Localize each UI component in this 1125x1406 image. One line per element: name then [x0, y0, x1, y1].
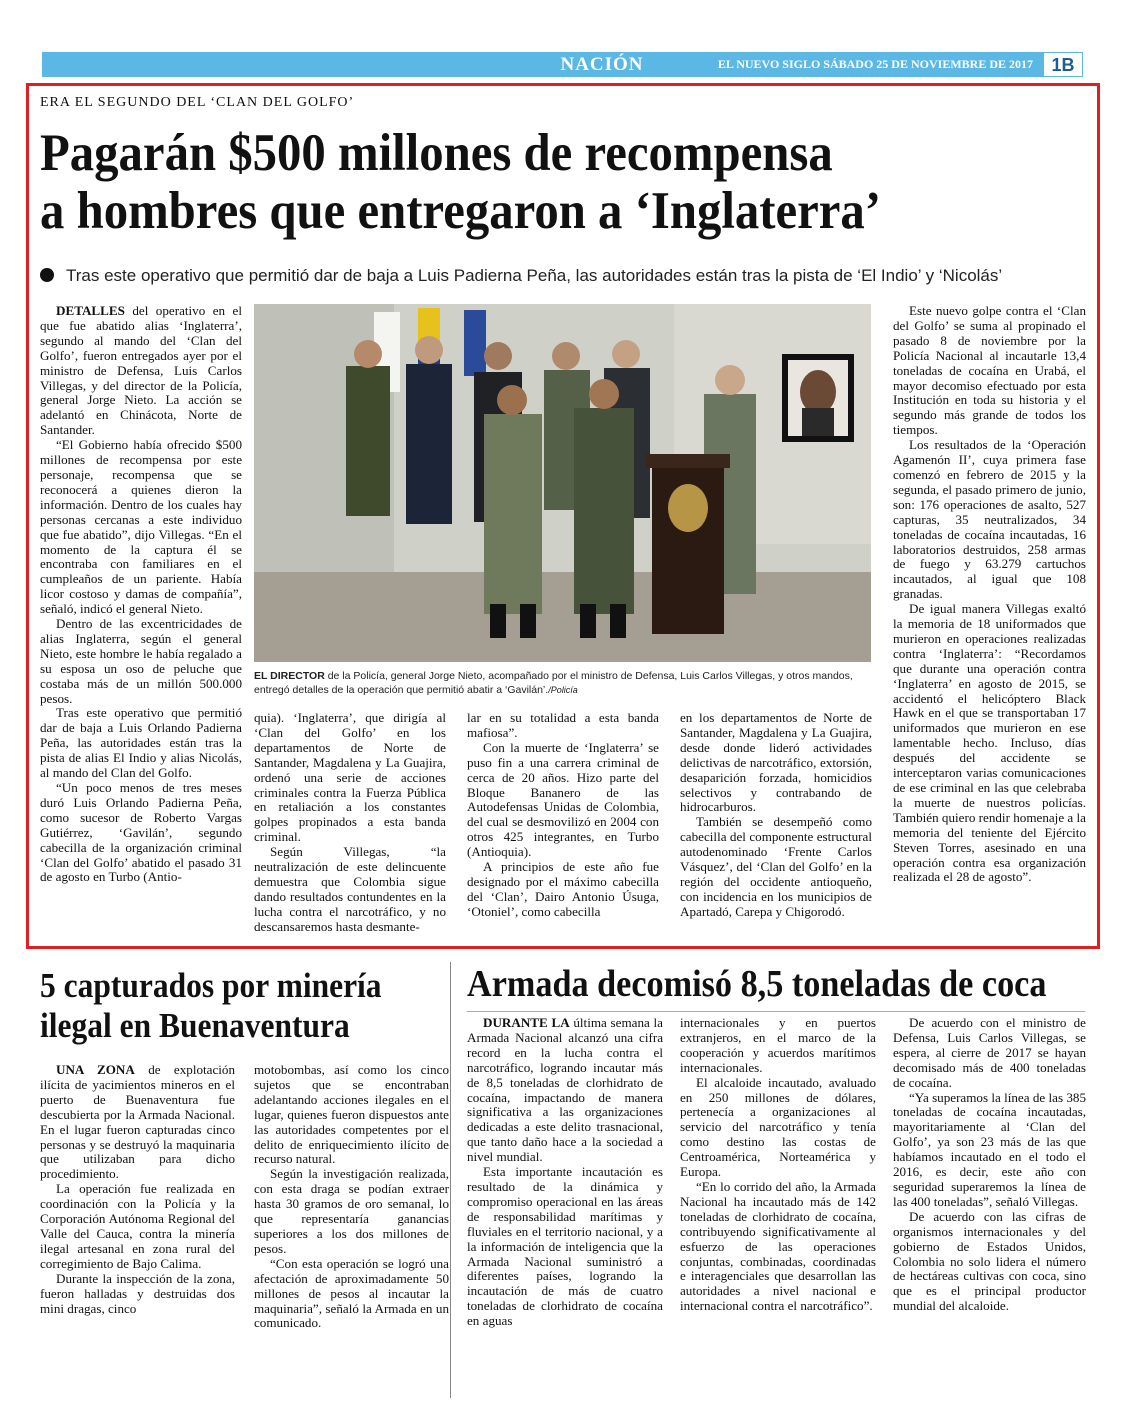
lead-col5-p1: Este nuevo golpe contra el ‘Clan del Golfo’ se suma al propinado el pasado 8 de noviembre por la Policía Nacional al incautarle 13,4 toneladas de cocaína en Urabá, el mayor decomiso efectuado por esta Institución en toda su historia y el segundo más grande de todos los tiempos. [893, 303, 1086, 438]
story3-rule [467, 1011, 1085, 1012]
lead-col1-p1: del operativo en el que fue abatido alias ‘Inglaterra’, segundo al mando del ‘Clan del Golfo’, fueron entregados ayer por el ministro de Defensa, Luis Carlos Villegas, y del director de la Policía, general Jorge Nieto. La acción se adelantó en Chinácota, Norte de Santander. [40, 303, 242, 438]
lead-col2-p1: quia). ‘Inglaterra’, que dirigía al ‘Clan del Golfo’ en los departamentos de Norte de Santander, Magdalena y La Guajira, ordenó una serie de acciones criminales contra la Fuerza Pública en retaliación a los constantes golpes propinados a esta banda criminal. [254, 710, 446, 845]
story3-col3-p1: De acuerdo con el ministro de Defensa, Luis Carlos Villegas, se espera, al cierre de 2017 se hayan decomisado más de 400 toneladas de cocaína. [893, 1015, 1086, 1090]
story2-headline-line-1: 5 capturados por minería [40, 966, 382, 1005]
story3-col2-p2: El alcaloide incautado, avaluado en 250 millones de dólares, pertenecía a organizaciones al servicio del narcotráfico y tenía como destino las costas de Centroamérica, Norteamérica y Europa. [680, 1074, 876, 1180]
story2-headline [40, 966, 418, 1046]
lead-col1-p4: Tras este operativo que permitió dar de baja a Luis Orlando Padierna Peña, las autoridades están tras la pista de alias El Indio y alias Nicolás, al mando del Clan del Golfo. [40, 705, 242, 781]
lead-column-3 [467, 711, 659, 920]
page-number: 1B [1043, 52, 1083, 77]
lead-column-4 [680, 711, 872, 920]
story3-column-3 [893, 1016, 1086, 1314]
lead-column-1 [40, 304, 242, 885]
lead-subhead [40, 266, 1002, 286]
story3-col2-p1: internacionales y en puertos extranjeros, en el marco de la cooperación y acuerdos marítimos internacionales. [680, 1015, 876, 1075]
story3-col1-p2: Esta importante incautación es resultado de la dinámica y compromiso operacional en las áreas de responsabilidad marítimas y fluviales en el territorio nacional, y a la información de inteligencia que la Armada Nacional suministró a diferentes países, logrando la incautación de más de cuatro toneladas de clorhidrato de cocaína en aguas [467, 1164, 663, 1329]
story2-col1-p1: de explotación ilícita de yacimientos mineros en el puerto de Buenaventura fue descubierta por la Armada Nacional. En el lugar fueron capturadas cinco personas y se destruyó la maquinaria que utilizaban para dicho procedimiento. [40, 1062, 235, 1182]
lead-col1-p2: “El Gobierno había ofrecido $500 millones de recompensa por este personaje, recompensa que se reconocerá a quienes dieron la información. Dentro de los cuales hay personas cercanas a este individuo que fue abatido”, dijo Villegas. “En el momento de la captura él se encontraba con familiares en el cumpleaños de un pariente. Había licor costoso y damas de compañía”, señaló, indicó el general Nieto. [40, 437, 242, 617]
lead-column-5 [893, 304, 1086, 885]
story3-headline: Armada decomisó 8,5 toneladas de coca [467, 963, 1047, 1005]
lead-col5-p3: De igual manera Villegas exaltó la memoria de 18 uniformados que murieron en operaciones realizadas contra ‘Inglaterra’: “Recordamos que durante una operación contra ‘Inglaterra’ en agosto de 2015, se accidentó el helicóptero Black Hawk en el que se transportaban 17 uniformados que murieron en ese lamentable hecho. Incluso, días después del accidente se interceptaron varias comunicaciones de ese criminal en las que celebraba la muerte de nuestros policías. También quiero rendir homenaje a la memoria del teniente del Ejército Steven Torres, asesinado en una operación contra esa organización realizada el 28 de agosto”. [893, 601, 1086, 885]
press-conference-photo [254, 304, 871, 662]
lead-subhead-text: Tras este operativo que permitió dar de baja a Luis Padierna Peña, las autoridades están tras la pista de ‘El Indio’ y ‘Nicolás’ [66, 266, 1003, 285]
bullet-icon [40, 268, 54, 282]
story2-col1-p2: La operación fue realizada en coordinación con la Policía y la Corporación Autónoma Regional del Valle del Cauca, contra la minería ilegal artesanal en zona rural del corregimiento de Bajo Calima. [40, 1181, 235, 1271]
story2-col2-p3: “Con esta operación se logró una afectación de aproximadamente 50 millones de pesos al incautar la maquinaria”, señaló la Armada en un comunicado. [254, 1255, 449, 1331]
story3-col2-p3: “En lo corrido del año, la Armada Nacional ha incautado más de 142 toneladas de clorhidrato de cocaína, contribuyendo significativamente al esfuerzo de las operaciones conjuntas, combinadas, coordinadas e interagenciales que desarrollan las autoridades a nivel nacional e internacional contra el narcotráfico”. [680, 1178, 876, 1314]
lead-col4-p1: en los departamentos de Norte de Santander, Magdalena y La Guajira, desde donde lideró actividades delictivas de narcotráfico, extorsión, desaparición forzada, homicidios selectivos y contrabando de hidrocarburos. [680, 710, 872, 815]
story2-column-1 [40, 1063, 235, 1316]
story2-headline-line-2: ilegal en Buenaventura [40, 1006, 350, 1045]
lead-col5-p2: Los resultados de la ‘Operación Agamenón II’, cuya primera fase comenzó en febrero de 2015 y la segunda, el pasado primero de junio, son: 176 operaciones de asalto, 527 capturas, 35 neutralizados, 34 toneladas de cocaína incautadas, 16 laboratorios destruidos, 258 armas de fuego y 63.279 cartuchos incautados, al igual que 108 granadas. [893, 437, 1086, 602]
lead-headline [40, 124, 997, 240]
caption-text: de la Policía, general Jorge Nieto, acompañado por el ministro de Defensa, Luis Carlos Villegas, y otros mandos, entregó detalles de la operación que permitió abatir a ‘Gavilán’. [254, 670, 853, 696]
story2-col2-p1: motobombas, así como los cinco sujetos que se encontraban adelantando acciones ilegales en el lugar, quienes fueron dispuestos ante las autoridades competentes por el delito de enriquecimiento ilícito de recurso natural. [254, 1062, 449, 1167]
lead-kicker: ERA EL SEGUNDO DEL ‘CLAN DEL GOLFO’ [40, 95, 355, 110]
lead-column-2 [254, 711, 446, 935]
lead-headline-line-2: a hombres que entregaron a ‘Inglaterra’ [40, 182, 882, 240]
lead-col2-p2: Según Villegas, “la neutralización de este delincuente demuestra que Colombia sigue dando resultados contundentes en la lucha contra el narcotráfico, y no descansaremos hasta desmante- [254, 844, 446, 934]
story3-column-2 [680, 1016, 876, 1314]
caption-leadin: EL DIRECTOR [254, 670, 325, 682]
lead-headline-line-1: Pagarán $500 millones de recompensa [40, 124, 833, 182]
dateline: EL NUEVO SIGLO SÁBADO 25 DE NOVIEMBRE DE 2017 [717, 57, 1033, 71]
story3-col1-p1: última semana la Armada Nacional alcanzó una cifra record en la lucha contra el narcotráfico, logrando incautar más de 8,5 toneladas de clorhidrato de cocaína, impactando de manera significativa a las organizaciones dedicadas a este delito trasnacional, que tanto daño hace a la sociedad a nivel mundial. [467, 1015, 663, 1165]
lead-col4-p2: También se desempeñó como cabecilla del componente estructural autodenominado ‘Frente Carlos Vásquez’, del ‘Clan del Golfo’ en la región del occidente antioqueño, con incidencia en los municipios de Apartadó, Carepa y Chigorodó. [680, 814, 872, 919]
story3-leadin: DURANTE LA [483, 1015, 570, 1030]
story2-col2-p2: Según la investigación realizada, con esta draga se podían extraer hasta 30 gramos de oro semanal, lo que representaría ganancias superiores a los dos millones de pesos. [254, 1166, 449, 1256]
story3-col3-p2: “Ya superamos la línea de las 385 toneladas de cocaína incautadas, mayoritariamente al ‘Clan del Golfo’, ya son 23 más de las que habíamos incautado en el todo el 2016, es decir, este año con seguridad superaremos la línea de las 400 toneladas”, señaló Villegas. [893, 1089, 1086, 1209]
story2-col1-p3: Durante la inspección de la zona, fueron halladas y destruidas dos mini dragas, cinco [40, 1270, 235, 1316]
story2-leadin: UNA ZONA [56, 1062, 135, 1077]
photo-caption [254, 669, 871, 697]
lead-col1-p5: “Un poco menos de tres meses duró Luis Orlando Padierna Peña, como sucesor de Roberto Vargas Gutiérrez, ‘Gavilán’, segundo cabecilla de la organización criminal ‘Clan del Golfo’ abatido el pasado 31 de agosto en Turbo (Antio- [40, 780, 242, 885]
lead-col3-p2: Con la muerte de ‘Inglaterra’ se puso fin a una carrera criminal de cerca de 20 años. Hizo parte del Bloque Bananero de las Autodefensas Unidas de Colombia, del cual se desmovilizó en 2004 con otros 425 integrantes, en Turbo (Antioquia). [467, 739, 659, 860]
story3-col3-p3: De acuerdo con las cifras de organismos internacionales y del gobierno de Estados Unidos, Colombia no solo lidera el número de hectáreas cultivas con coca, sino que es el principal productor mundial del alcaloide. [893, 1208, 1086, 1314]
lead-col1-p3: Dentro de las excentricidades de alias Inglaterra, según el general Nieto, este hombre le había regalado a su esposa un oso de peluche que costaba más de un millón 500.000 pesos. [40, 616, 242, 706]
caption-credit: /Policía [548, 685, 578, 695]
lead-col3-p1: lar en su totalidad a esta banda mafiosa”. [467, 710, 659, 740]
section-name: NACIÓN [560, 54, 644, 75]
story2-column-2 [254, 1063, 449, 1331]
lead-photo [254, 304, 871, 662]
column-divider [450, 962, 451, 1398]
section-header-band [42, 52, 1083, 77]
story3-column-1 [467, 1016, 663, 1329]
lead-col3-p3: A principios de este año fue designado por el máximo cabecilla del ‘Clan’, Dairo Antonio Úsuga, ‘Otoniel’, como cabecilla [467, 859, 659, 919]
lead-leadin: DETALLES [56, 303, 125, 318]
